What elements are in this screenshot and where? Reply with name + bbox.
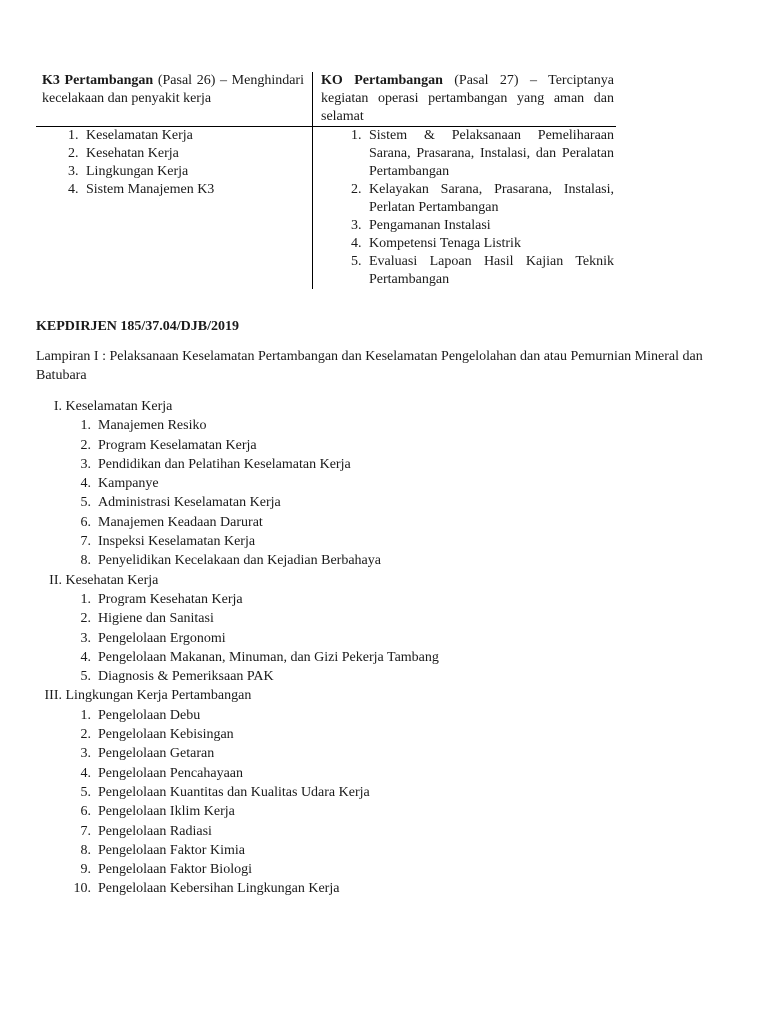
list-item-text: Manajemen Keadaan Darurat (98, 514, 263, 530)
list-item-number: 9. (80, 862, 91, 878)
k3-items-cell (36, 127, 313, 290)
list-item (36, 706, 736, 725)
list-item (36, 744, 736, 763)
lampiran-paragraph: Lampiran I : Pelaksanaan Keselamatan Pertambangan dan Keselamatan Pengelolahan dan atau Pemurnian Mineral dan Batubara (36, 349, 703, 383)
list-item-text: Pendidikan dan Pelatihan Keselamatan Kerja (98, 456, 351, 472)
list-item (36, 551, 736, 570)
section-roman-numeral: I. (53, 399, 62, 414)
list-item-number: 1. (80, 418, 91, 434)
list-item-number: 6. (80, 514, 91, 530)
sections-list (36, 397, 736, 899)
list-item-number: 6. (80, 804, 91, 820)
list-item-number: 3. (80, 456, 91, 472)
list-item-text: Pengelolaan Faktor Kimia (98, 842, 245, 858)
list-item-text: Pengelolaan Kebersihan Lingkungan Kerja (98, 881, 340, 897)
list-item-number: 3. (80, 746, 91, 762)
list-item (36, 648, 736, 667)
list-item (36, 764, 736, 783)
list-item: 3. Lingkungan Kerja (82, 163, 304, 181)
list-item-text: Pengelolaan Ergonomi (98, 630, 226, 646)
list-item-text: Program Kesehatan Kerja (98, 591, 243, 607)
list-item-number: 1. (80, 591, 91, 607)
list-item (36, 436, 736, 455)
list-item-number: 7. (80, 534, 91, 550)
k3-header-cell (36, 72, 313, 127)
list-item (36, 802, 736, 821)
list-item-text: Diagnosis & Pemeriksaan PAK (98, 669, 274, 685)
list-item (36, 841, 736, 860)
list-item-number: 2. (80, 437, 91, 453)
list-item (36, 860, 736, 879)
ko-header-cell (313, 72, 617, 127)
list-item-number: 4. (80, 649, 91, 665)
list-item-text: Manajemen Resiko (98, 418, 207, 434)
list-item: 4. Sistem Manajemen K3 (82, 181, 304, 199)
k3-header-bold: K3 Pertambangan (42, 73, 154, 88)
table-body-row (36, 127, 616, 290)
list-item-text: Pengelolaan Radiasi (98, 823, 212, 839)
section-title: Kesehatan Kerja (65, 572, 159, 588)
k3-ko-comparison-table (36, 72, 616, 289)
list-item-number: 5. (80, 495, 91, 511)
list-item (36, 513, 736, 532)
ko-items-list (321, 127, 614, 289)
ko-header-bold: KO Pertambangan (321, 73, 443, 88)
list-item-text: Pengelolaan Getaran (98, 746, 215, 762)
list-item-text: Pengelolaan Kuantitas dan Kualitas Udara Kerja (98, 784, 370, 800)
list-item-text: Higiene dan Sanitasi (98, 611, 214, 627)
list-item-text: Pengelolaan Faktor Biologi (98, 862, 252, 878)
list-item-number: 3. (80, 630, 91, 646)
list-item: 3. Pengamanan Instalasi (365, 217, 614, 235)
list-item-text: Kampanye (98, 476, 159, 492)
section-heading (36, 571, 736, 590)
list-item-number: 5. (80, 669, 91, 685)
list-item (36, 667, 736, 686)
list-item-text: Pengelolaan Makanan, Minuman, dan Gizi Pekerja Tambang (98, 649, 439, 665)
list-item-text: Program Keselamatan Kerja (98, 437, 257, 453)
list-item-number: 10. (73, 881, 91, 897)
list-item-text: Pengelolaan Debu (98, 707, 201, 723)
list-item-text: Administrasi Keselamatan Kerja (98, 495, 281, 511)
section-heading (36, 397, 736, 416)
list-item (36, 725, 736, 744)
list-item-text: Pengelolaan Iklim Kerja (98, 804, 235, 820)
section-title: Lingkungan Kerja Pertambangan (65, 688, 252, 704)
list-item (36, 590, 736, 609)
section-roman-numeral: III. (44, 688, 62, 704)
table-header-row (36, 72, 616, 127)
list-item: 5. Evaluasi Lapoan Hasil Kajian Teknik Pertambangan (365, 253, 614, 289)
list-item-number: 4. (80, 476, 91, 492)
list-item (36, 783, 736, 802)
k3-items-list (42, 127, 304, 199)
list-item-number: 8. (80, 842, 91, 858)
list-item (36, 609, 736, 628)
list-item: 4. Kompetensi Tenaga Listrik (365, 235, 614, 253)
list-item (36, 493, 736, 512)
section-roman-numeral: II. (49, 572, 62, 588)
list-item-number: 8. (80, 553, 91, 569)
section-title: Keselamatan Kerja (65, 399, 173, 414)
list-item-number: 7. (80, 823, 91, 839)
ko-items-cell (313, 127, 617, 290)
list-item (36, 822, 736, 841)
list-item (36, 455, 736, 474)
section-heading (36, 686, 736, 705)
list-item-text: Pengelolaan Kebisingan (98, 727, 234, 743)
list-item (36, 532, 736, 551)
list-item (36, 416, 736, 435)
ko-header-text: (Pasal 27) – Terciptanya kegiatan operasi pertambangan yang aman dan selamat (321, 73, 614, 124)
list-item-number: 4. (80, 765, 91, 781)
list-item: 1. Keselamatan Kerja (82, 127, 304, 145)
list-item (36, 879, 736, 898)
list-item-text: Inspeksi Keselamatan Kerja (98, 534, 256, 550)
list-item: 2. Kesehatan Kerja (82, 145, 304, 163)
list-item: 1. Sistem & Pelaksanaan Pemeliharaan Sarana, Prasarana, Instalasi, dan Peralatan Pertambangan (365, 127, 614, 181)
list-item-number: 1. (80, 707, 91, 723)
list-item (36, 629, 736, 648)
list-item-text: Pengelolaan Pencahayaan (98, 765, 243, 781)
list-item (36, 474, 736, 493)
k3-header-text: (Pasal 26) – Menghindari kecelakaan dan penyakit kerja (42, 73, 304, 106)
list-item: 2. Kelayakan Sarana, Prasarana, Instalasi, Perlatan Pertambangan (365, 181, 614, 217)
list-item-number: 2. (80, 727, 91, 743)
list-item-number: 2. (80, 611, 91, 627)
list-item-number: 5. (80, 784, 91, 800)
list-item-text: Penyelidikan Kecelakaan dan Kejadian Berbahaya (98, 553, 381, 569)
kepdirjen-title: KEPDIRJEN 185/37.04/DJB/2019 (36, 319, 240, 334)
